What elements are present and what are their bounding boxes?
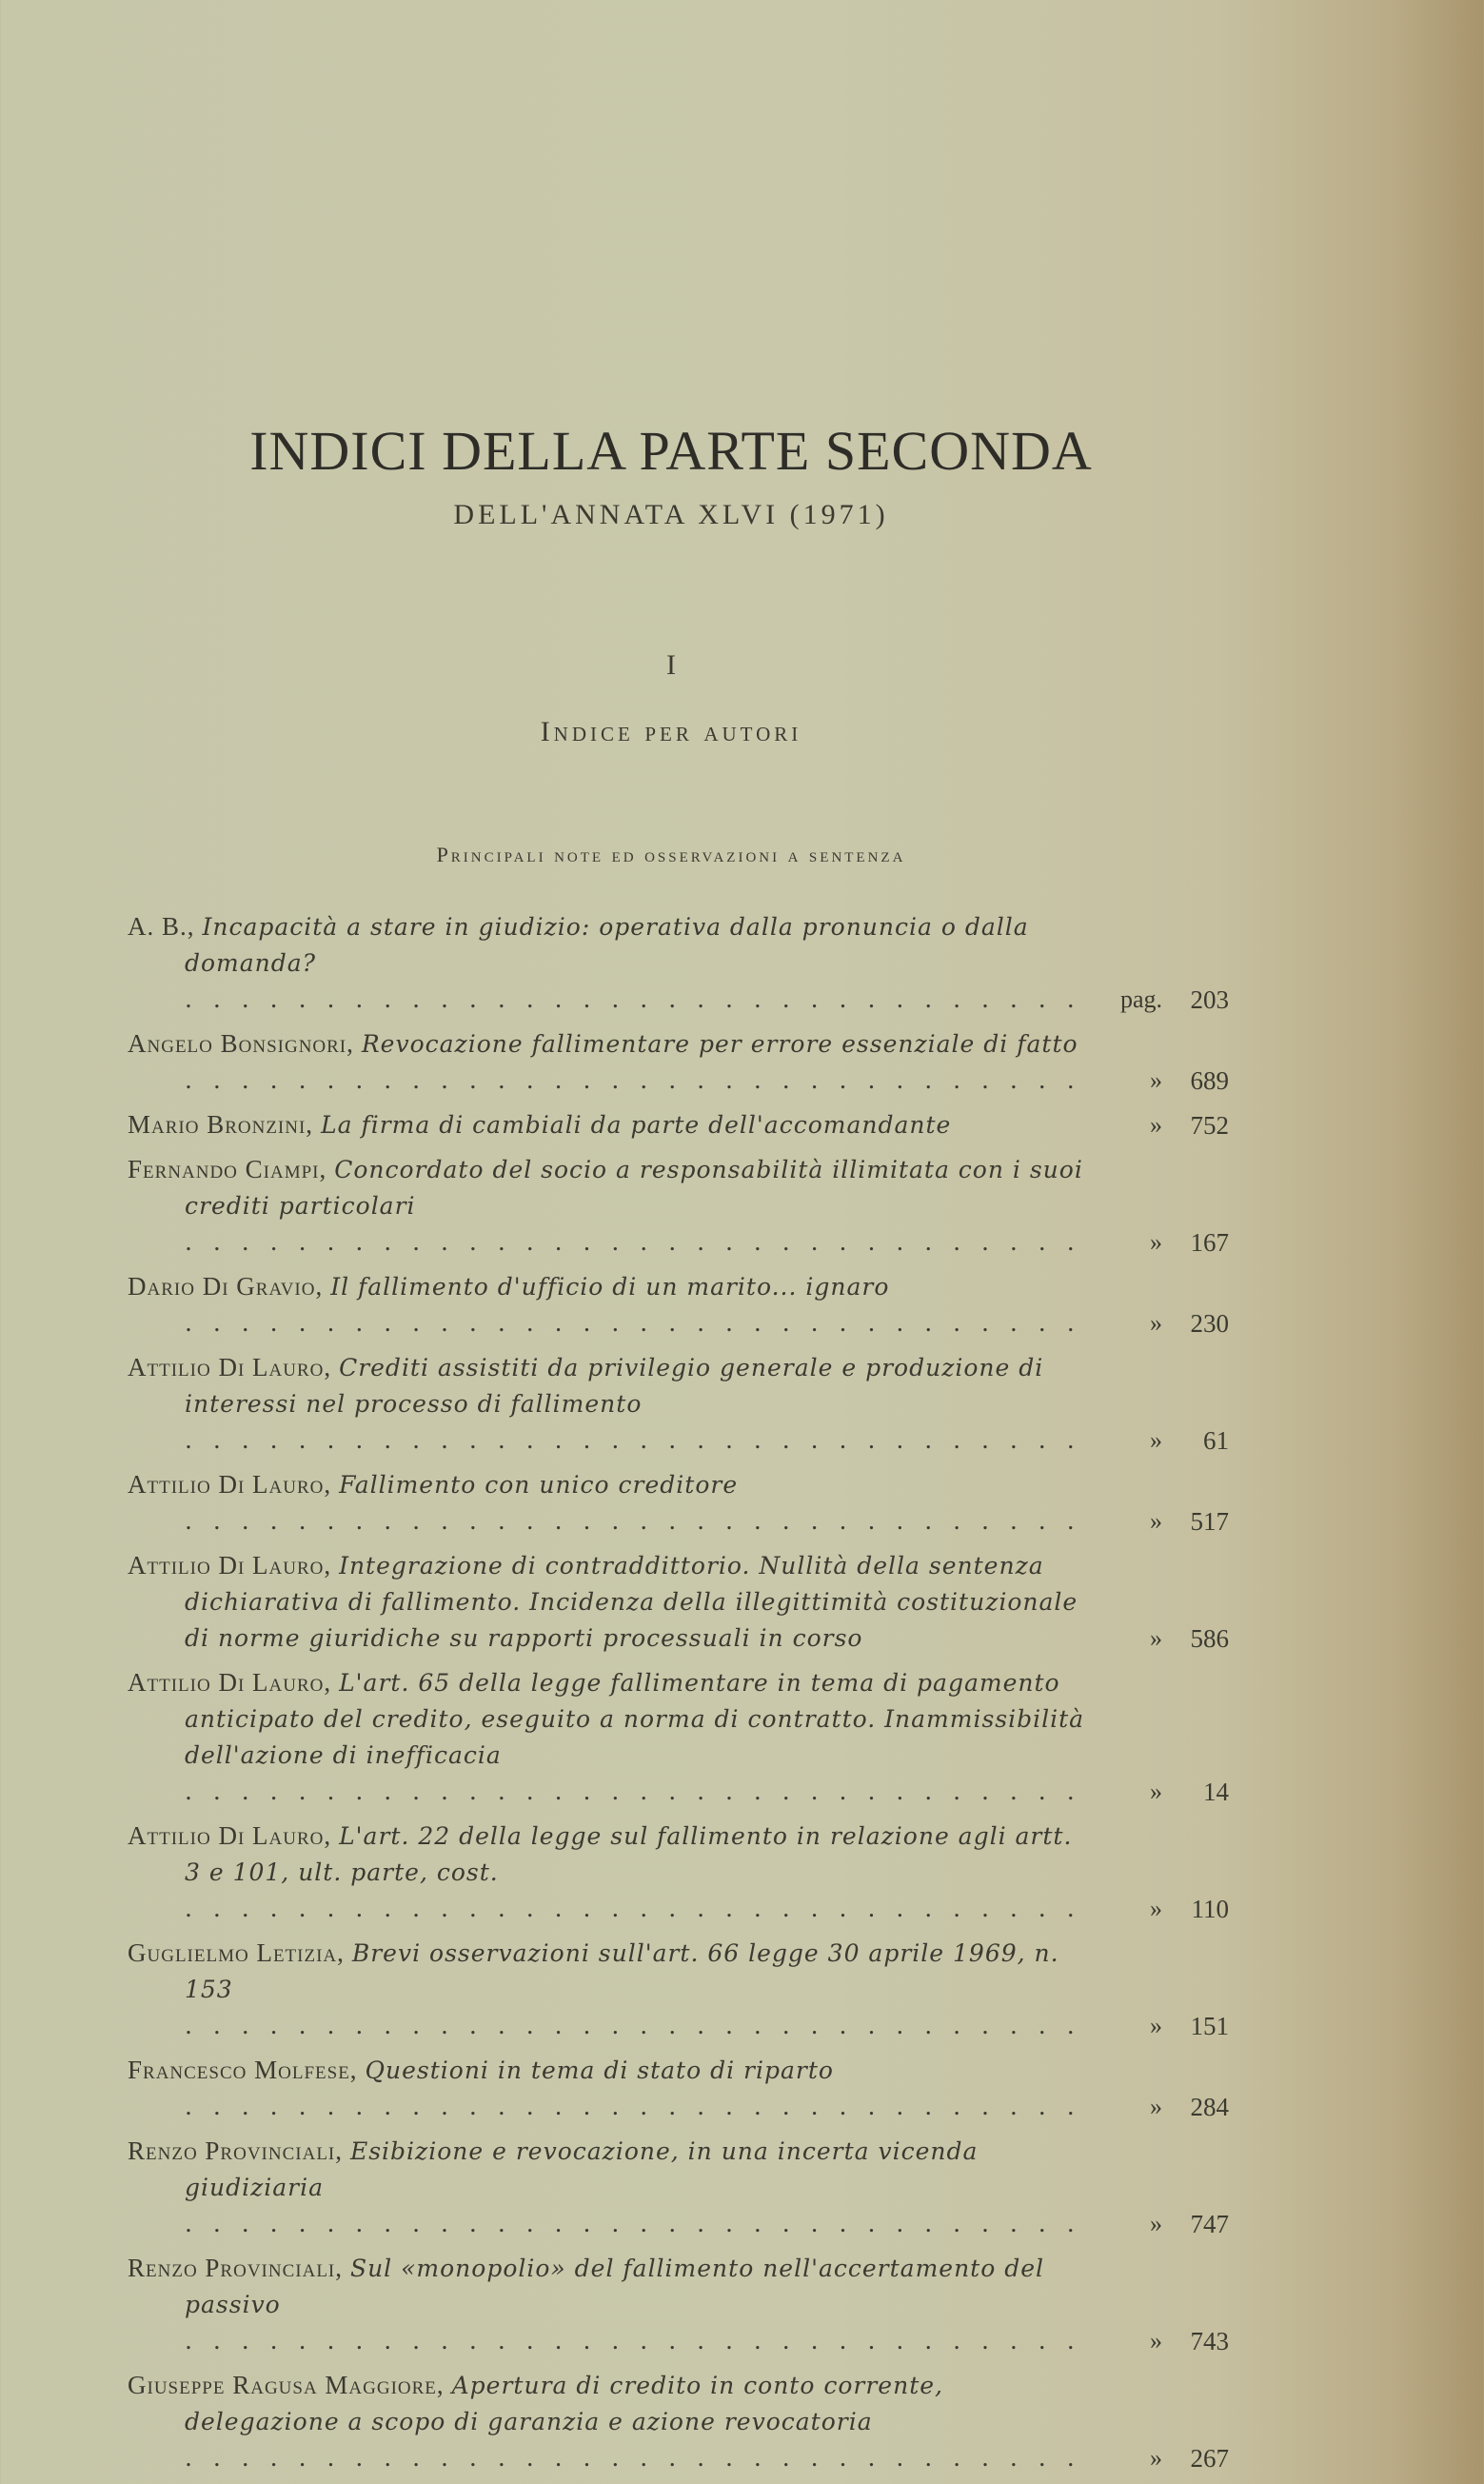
index-entry — [128, 1025, 1232, 1099]
index-entry — [128, 2052, 1232, 2125]
part-numeral: I — [666, 649, 676, 681]
entry-title: Il fallimento d'ufficio di un marito... ignaro — [330, 1273, 890, 1301]
dot-leader — [185, 1426, 1094, 1454]
page-number: 14 — [1203, 1778, 1229, 1806]
page-mark: » — [1150, 2327, 1162, 2355]
dot-leader — [185, 1895, 1094, 1922]
page-number: 267 — [1190, 2444, 1229, 2473]
entry-text — [128, 1106, 1094, 1143]
dot-leader — [185, 985, 1094, 1013]
index-entry — [128, 908, 1232, 1018]
dot-leader — [185, 1778, 1094, 1805]
page-number: 110 — [1191, 1895, 1229, 1923]
entry-author: Fernando Ciampi, — [128, 1155, 327, 1183]
entry-author: Renzo Provinciali, — [128, 2136, 343, 2165]
page-number: 517 — [1190, 1507, 1229, 1536]
entry-title: Sul «monopolio» del fallimento nell'accertamento del passivo — [185, 2255, 1045, 2318]
dot-leader — [185, 1507, 1094, 1535]
entry-title: Incapacità a stare in giudizio: operativa dalla pronuncia o dalla domanda? — [185, 913, 1029, 977]
page-number: 203 — [1190, 985, 1229, 1014]
entry-text — [128, 2250, 1094, 2359]
entry-title: Brevi osservazioni sull'art. 66 legge 30 aprile 1969, n. 153 — [185, 1939, 1059, 2003]
page-mark: » — [1150, 1895, 1162, 1922]
part-heading: Indice per autori — [540, 716, 802, 747]
entry-text — [128, 1151, 1094, 1261]
page-title: INDICI DELLA PARTE SECONDA — [249, 420, 1093, 482]
entry-title: Esibizione e revocazione, in una incerta vicenda giudiziaria — [185, 2137, 979, 2201]
index-entry — [128, 1151, 1232, 1261]
entry-title: Questioni in tema di stato di riparto — [365, 2057, 834, 2084]
page-mark: » — [1150, 1066, 1162, 1094]
dot-leader — [185, 2444, 1094, 2472]
entry-author: Attilio Di Lauro, — [128, 1353, 332, 1381]
entry-text — [128, 1935, 1094, 2044]
index-entry — [128, 2250, 1232, 2359]
entry-author: Dario Di Gravio, — [128, 1272, 324, 1301]
page-subtitle: DELL'ANNATA XLVI (1971) — [453, 499, 889, 530]
entry-author: A. B., — [128, 912, 195, 941]
page-mark: » — [1150, 1111, 1162, 1139]
entry-title: L'art. 65 della legge fallimentare in tema di pagamento anticipato del credito, eseguito a norma di contratto. Inammissibilità dell'azione di inefficacia — [185, 1669, 1085, 1769]
entry-text — [128, 1025, 1094, 1099]
entry-author: Attilio Di Lauro, — [128, 1668, 332, 1697]
page-mark: » — [1150, 2444, 1162, 2472]
entry-title: Apertura di credito in conto corrente, delegazione a scopo di garanzia e azione revocatoria — [185, 2372, 943, 2435]
entry-author: Renzo Provinciali, — [128, 2254, 343, 2282]
entry-text — [128, 1664, 1094, 1810]
dot-leader — [185, 2210, 1094, 2237]
entry-author: Mario Bronzini, — [128, 1110, 314, 1139]
author-index-list — [128, 908, 1232, 2484]
entry-text — [128, 1349, 1094, 1459]
index-entry — [128, 1349, 1232, 1459]
entry-title: Crediti assistiti da privilegio generale e produzione di interessi nel processo di fallimento — [185, 1354, 1044, 1418]
page-number: 151 — [1190, 2012, 1229, 2040]
entry-title: L'art. 22 della legge sul fallimento in relazione agli artt. 3 e 101, ult. parte, cost. — [185, 1822, 1073, 1886]
page-mark: » — [1150, 1309, 1162, 1337]
dot-leader — [185, 2012, 1094, 2039]
dot-leader — [185, 1228, 1094, 1256]
entry-title: Concordato del socio a responsabilità illimitata con i suoi crediti particolari — [185, 1156, 1083, 1220]
page-mark: » — [1150, 2210, 1162, 2237]
dot-leader — [185, 2327, 1094, 2355]
entry-title: Integrazione di contraddittorio. Nullità della sentenza dichiarativa di fallimento. Incidenza della illegittimità costituzionale di norme giuridiche su rapporti processuali in corso — [185, 1552, 1078, 1652]
dot-leader — [185, 1066, 1094, 1094]
page-mark: » — [1150, 1778, 1162, 1805]
index-entry — [128, 1106, 1232, 1143]
page-number: 284 — [1190, 2093, 1229, 2121]
entry-title: Fallimento con unico creditore — [339, 1471, 739, 1499]
page-mark: » — [1150, 1624, 1162, 1652]
page-mark: pag. — [1119, 985, 1162, 1013]
page-mark: » — [1150, 1228, 1162, 1256]
dot-leader — [185, 2093, 1094, 2120]
entry-text — [128, 2052, 1094, 2125]
page-mark: » — [1150, 1426, 1162, 1454]
index-entry — [128, 1818, 1232, 1927]
entry-text — [128, 908, 1094, 1018]
entry-text — [128, 1547, 1094, 1657]
page-number: 61 — [1203, 1426, 1229, 1455]
index-entry — [128, 1547, 1232, 1657]
page-mark: » — [1150, 2012, 1162, 2039]
entry-title: La firma di cambiali da parte dell'accomandante — [321, 1111, 952, 1139]
entry-author: Giuseppe Ragusa Maggiore, — [128, 2371, 445, 2399]
entry-text — [128, 2367, 1094, 2476]
entry-text — [128, 1818, 1094, 1927]
index-entry — [128, 1466, 1232, 1540]
entry-author: Attilio Di Lauro, — [128, 1551, 332, 1580]
index-entry — [128, 2133, 1232, 2242]
entry-author: Attilio Di Lauro, — [128, 1470, 332, 1499]
page-number: 689 — [1190, 1066, 1229, 1095]
section-heading: Principali note ed osservazioni a sentenza — [436, 843, 906, 866]
entry-author: Guglielmo Letizia, — [128, 1938, 345, 1967]
dot-leader — [185, 1309, 1094, 1337]
page-mark: » — [1150, 1507, 1162, 1535]
index-entry — [128, 1268, 1232, 1341]
entry-text — [128, 2133, 1094, 2242]
page-number: 752 — [1190, 1111, 1229, 1140]
page-number: 743 — [1190, 2327, 1229, 2355]
entry-text — [128, 1268, 1094, 1341]
page-number: 747 — [1190, 2210, 1229, 2238]
entry-author: Angelo Bonsignori, — [128, 1029, 354, 1058]
page-number: 167 — [1190, 1228, 1229, 1257]
page-number: 230 — [1190, 1309, 1229, 1338]
index-entry — [128, 1935, 1232, 2044]
index-entry — [128, 2367, 1232, 2476]
entry-text — [128, 1466, 1094, 1540]
page-mark: » — [1150, 2093, 1162, 2120]
index-entry — [128, 1664, 1232, 1810]
entry-author: Francesco Molfese, — [128, 2056, 358, 2084]
page-number: 586 — [1190, 1624, 1229, 1653]
entry-author: Attilio Di Lauro, — [128, 1821, 332, 1850]
entry-title: Revocazione fallimentare per errore essenziale di fatto — [361, 1030, 1078, 1058]
